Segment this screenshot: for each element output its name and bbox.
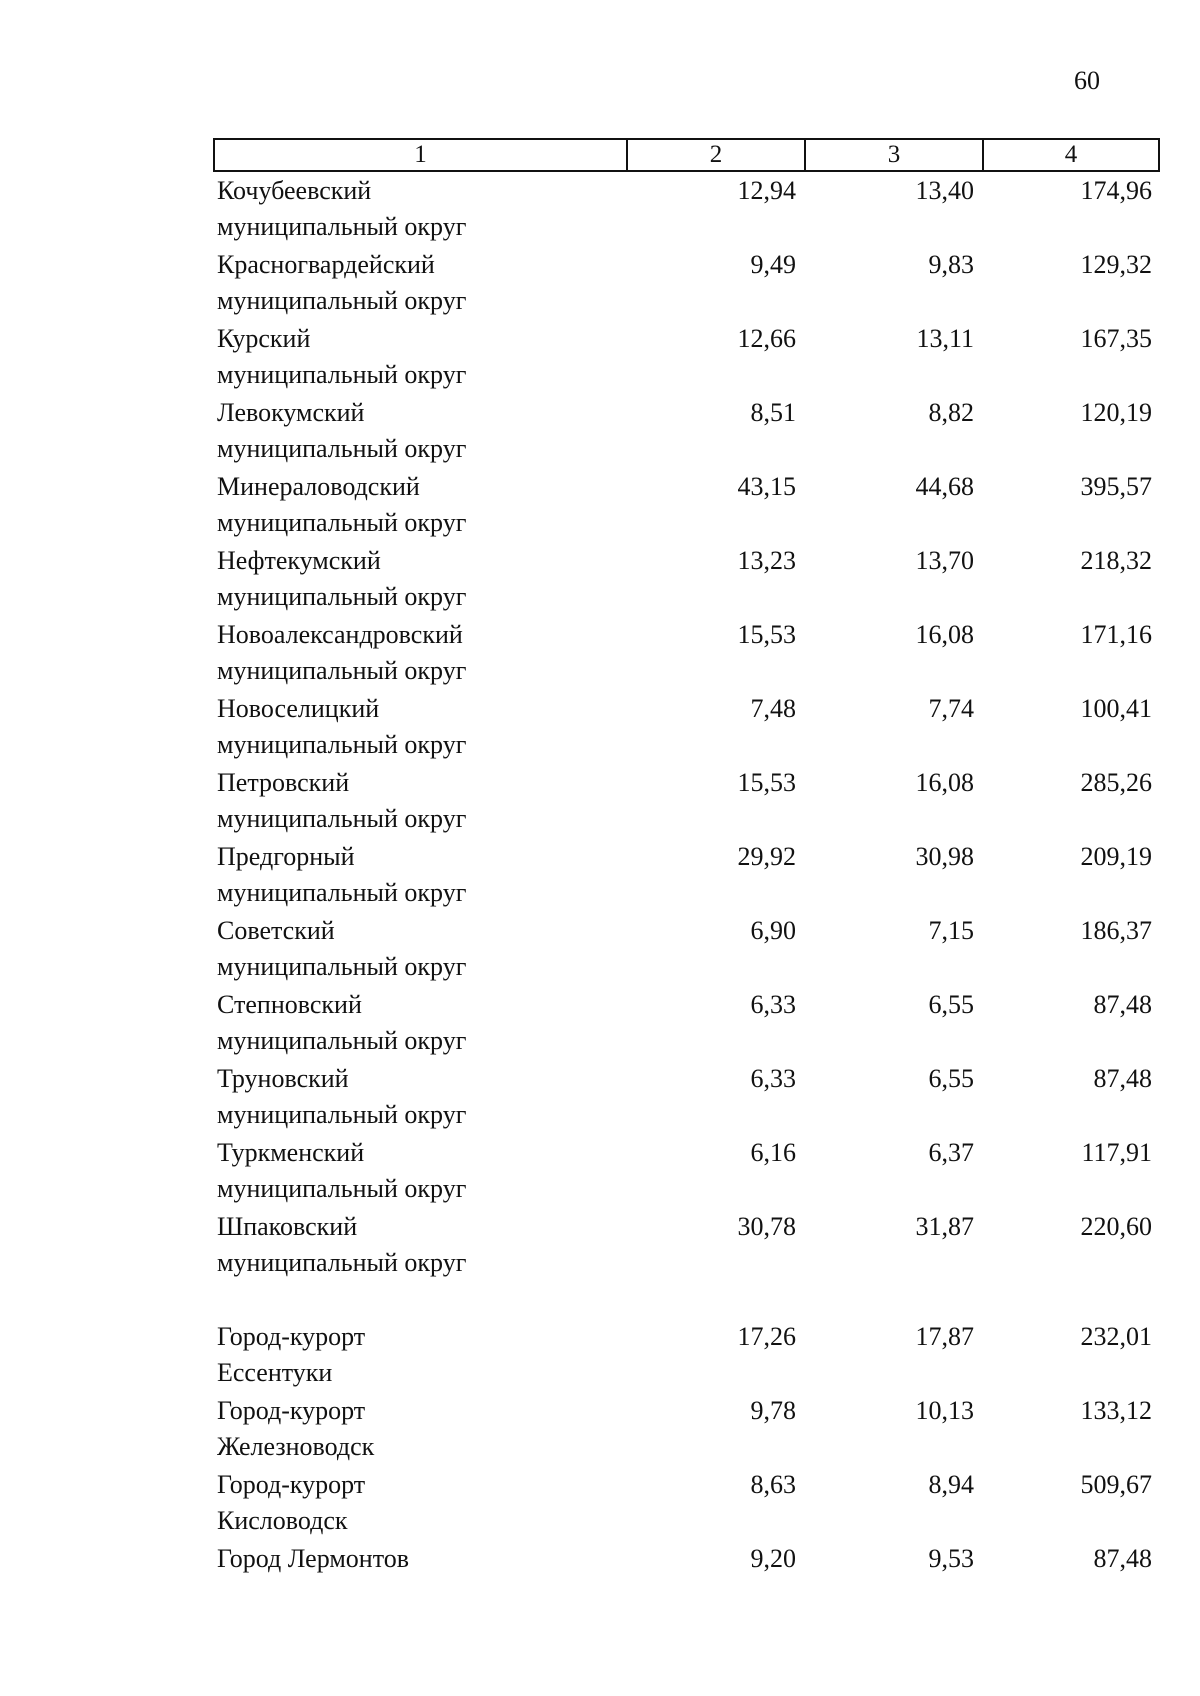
row-value-2: 6,90: [750, 916, 796, 945]
row-value-3: 6,55: [928, 990, 974, 1019]
row-value-4: 133,12: [1080, 1396, 1152, 1425]
row-value-4: 167,35: [1080, 324, 1152, 353]
row-name: [213, 1209, 626, 1281]
row-name-line: Железноводск: [217, 1432, 375, 1461]
row-name-line: муниципальный округ: [217, 582, 467, 611]
row-value-4: 100,41: [1080, 694, 1152, 723]
row-name: [213, 1319, 626, 1391]
row-value-2: 6,16: [750, 1138, 796, 1167]
table-row: [213, 691, 1160, 763]
row-name: [213, 1135, 626, 1207]
table-row: [213, 173, 1160, 245]
table-row: [213, 247, 1160, 319]
row-value-3: 16,08: [915, 768, 974, 797]
row-value-2: 15,53: [737, 768, 796, 797]
row-value-3: 17,87: [915, 1322, 974, 1351]
row-value-2: 13,23: [737, 546, 796, 575]
row-name: [213, 987, 626, 1059]
row-name: [213, 321, 626, 393]
row-name-line: муниципальный округ: [217, 434, 467, 463]
row-value-4: 87,48: [1093, 1064, 1152, 1093]
row-name-line: муниципальный округ: [217, 952, 467, 981]
row-value-3: 16,08: [915, 620, 974, 649]
row-name: [213, 395, 626, 467]
row-value-3: 13,11: [916, 324, 974, 353]
row-value-4: 87,48: [1093, 1544, 1152, 1573]
column-header-3: 3: [806, 140, 984, 170]
row-name-line: Петровский: [217, 768, 350, 797]
table-row: [213, 1209, 1160, 1281]
row-value-4: 129,32: [1080, 250, 1152, 279]
row-name: [213, 617, 626, 689]
row-name: [213, 1061, 626, 1133]
table-row: [213, 987, 1160, 1059]
row-name: [213, 543, 626, 615]
row-value-4: 174,96: [1080, 176, 1152, 205]
row-name-line: Шпаковский: [217, 1212, 358, 1241]
row-name-line: Туркменский: [217, 1138, 365, 1167]
row-name: [213, 691, 626, 763]
row-value-2: 12,66: [737, 324, 796, 353]
row-value-2: 8,63: [750, 1470, 796, 1499]
row-name-line: Степновский: [217, 990, 362, 1019]
row-value-4: 171,16: [1080, 620, 1152, 649]
row-name: [213, 913, 626, 985]
row-name-line: муниципальный округ: [217, 1100, 467, 1129]
row-value-2: 29,92: [737, 842, 796, 871]
table-row: [213, 913, 1160, 985]
row-value-2: 30,78: [737, 1212, 796, 1241]
row-name-line: Предгорный: [217, 842, 355, 871]
row-value-4: 186,37: [1080, 916, 1152, 945]
row-value-4: 220,60: [1080, 1212, 1152, 1241]
row-name-line: муниципальный округ: [217, 1026, 467, 1055]
table-row: [213, 1541, 1160, 1577]
row-value-3: 44,68: [915, 472, 974, 501]
row-name-line: муниципальный округ: [217, 804, 467, 833]
table-row: [213, 765, 1160, 837]
row-name-line: муниципальный округ: [217, 508, 467, 537]
row-value-3: 13,70: [915, 546, 974, 575]
table-row: [213, 1467, 1160, 1539]
row-name-line: Советский: [217, 916, 335, 945]
row-value-4: 232,01: [1080, 1322, 1152, 1351]
row-name-line: Город-курорт: [217, 1470, 366, 1499]
row-value-4: 209,19: [1080, 842, 1152, 871]
row-value-2: 9,20: [750, 1544, 796, 1573]
table-row: [213, 321, 1160, 393]
row-value-3: 31,87: [915, 1212, 974, 1241]
row-value-3: 6,55: [928, 1064, 974, 1093]
row-name-line: Кочубеевский: [217, 176, 372, 205]
row-name-line: Город Лермонтов: [217, 1544, 409, 1573]
row-name-line: Труновский: [217, 1064, 349, 1093]
row-name-line: Город-курорт: [217, 1322, 366, 1351]
table-header: [213, 138, 1160, 172]
row-name-line: Город-курорт: [217, 1396, 366, 1425]
row-value-4: 395,57: [1080, 472, 1152, 501]
table-row: [213, 543, 1160, 615]
row-value-3: 9,53: [928, 1544, 974, 1573]
row-value-4: 509,67: [1080, 1470, 1152, 1499]
row-value-4: 87,48: [1093, 990, 1152, 1019]
table-row: [213, 1319, 1160, 1391]
table-body: [213, 173, 1160, 1577]
table-row: [213, 617, 1160, 689]
row-value-2: 6,33: [750, 1064, 796, 1093]
row-name-line: муниципальный округ: [217, 656, 467, 685]
row-value-2: 8,51: [750, 398, 796, 427]
row-value-2: 12,94: [737, 176, 796, 205]
row-name: [213, 173, 626, 245]
row-name: [213, 1541, 626, 1577]
row-name-line: Ессентуки: [217, 1358, 333, 1387]
row-value-4: 120,19: [1080, 398, 1152, 427]
row-name-line: Кисловодск: [217, 1506, 348, 1535]
row-value-3: 13,40: [915, 176, 974, 205]
row-name: [213, 1467, 626, 1539]
row-name-line: Новоселицкий: [217, 694, 380, 723]
row-value-2: 6,33: [750, 990, 796, 1019]
row-name-line: муниципальный округ: [217, 878, 467, 907]
row-name: [213, 765, 626, 837]
row-value-3: 30,98: [915, 842, 974, 871]
table-row: [213, 1061, 1160, 1133]
row-value-3: 9,83: [928, 250, 974, 279]
row-value-3: 8,82: [928, 398, 974, 427]
table-row: [213, 469, 1160, 541]
row-value-2: 43,15: [737, 472, 796, 501]
row-name-line: муниципальный округ: [217, 1248, 467, 1277]
row-name-line: муниципальный округ: [217, 212, 467, 241]
row-value-2: 9,49: [750, 250, 796, 279]
row-name: [213, 1393, 626, 1465]
section-gap: [213, 1281, 1160, 1319]
table-row: [213, 1135, 1160, 1207]
row-name: [213, 247, 626, 319]
row-name-line: муниципальный округ: [217, 360, 467, 389]
row-value-3: 7,74: [928, 694, 974, 723]
row-name-line: Минераловодский: [217, 472, 420, 501]
table-row: [213, 395, 1160, 467]
table-row: [213, 1393, 1160, 1465]
row-value-2: 15,53: [737, 620, 796, 649]
row-name-line: муниципальный округ: [217, 1174, 467, 1203]
row-name: [213, 839, 626, 911]
page-number: 60: [1074, 66, 1100, 95]
row-name-line: Красногвардейский: [217, 250, 435, 279]
row-value-2: 9,78: [750, 1396, 796, 1425]
column-header-1: 1: [215, 140, 628, 170]
row-value-3: 10,13: [915, 1396, 974, 1425]
row-name-line: Нефтекумский: [217, 546, 381, 575]
row-name: [213, 469, 626, 541]
row-name-line: муниципальный округ: [217, 286, 467, 315]
column-header-4: 4: [1064, 141, 1078, 168]
row-name-line: Курский: [217, 324, 311, 353]
column-header-2: 2: [628, 140, 806, 170]
row-value-4: 117,91: [1081, 1138, 1152, 1167]
row-value-2: 17,26: [737, 1322, 796, 1351]
row-value-4: 285,26: [1080, 768, 1152, 797]
row-value-2: 7,48: [750, 694, 796, 723]
row-value-3: 8,94: [928, 1470, 974, 1499]
row-value-3: 7,15: [928, 916, 974, 945]
row-name-line: Левокумский: [217, 398, 365, 427]
row-name-line: Новоалександровский: [217, 620, 463, 649]
row-name-line: муниципальный округ: [217, 730, 467, 759]
row-value-3: 6,37: [928, 1138, 974, 1167]
row-value-4: 218,32: [1080, 546, 1152, 575]
table-row: [213, 839, 1160, 911]
